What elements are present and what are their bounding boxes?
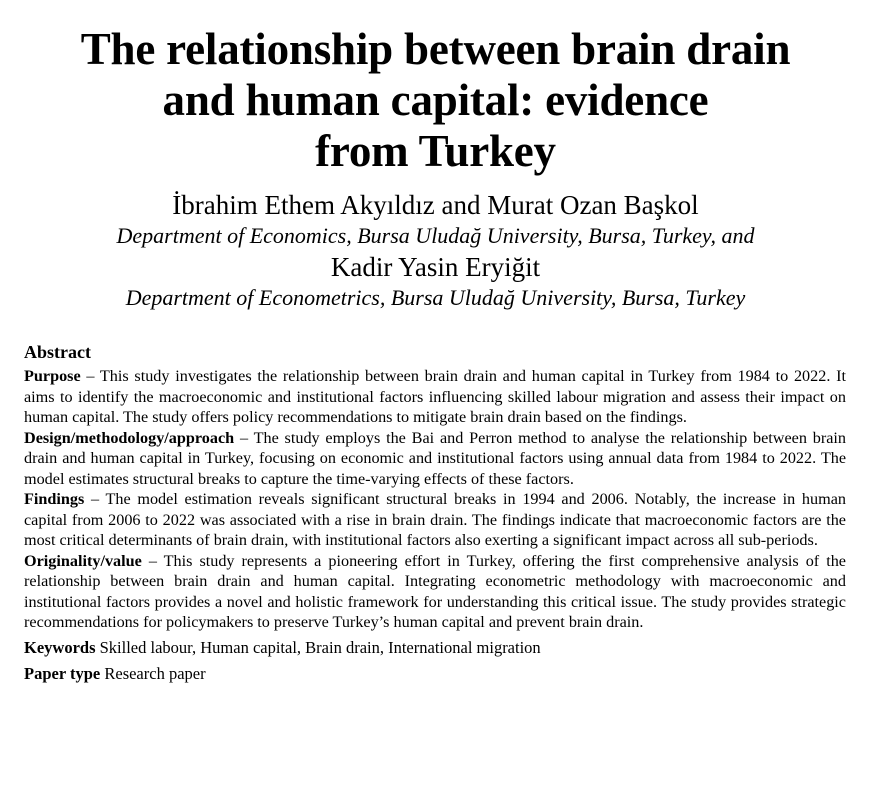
abstract-design [24, 428, 846, 490]
purpose-label: Purpose [24, 367, 81, 385]
author-names-1: İbrahim Ethem Akyıldız and Murat Ozan Başkol [172, 190, 699, 220]
paper-type-label: Paper type [24, 663, 101, 683]
affiliation-1: Department of Economics, Bursa Uludağ University, Bursa, Turkey, and [116, 223, 755, 248]
abstract-heading: Abstract [24, 342, 91, 362]
keywords-line [24, 638, 846, 658]
abstract-originality [24, 551, 846, 633]
paper-type-line [24, 664, 846, 684]
authors-block [0, 189, 871, 313]
abstract-section [24, 340, 846, 684]
design-label: Design/methodology/approach [24, 428, 235, 447]
originality-label: Originality/value [24, 551, 142, 570]
title-line-2: and human capital: evidence [162, 75, 709, 125]
title-line-1: The relationship between brain drain [80, 24, 791, 74]
originality-text: – This study represents a pioneering effort in Turkey, offering the first comprehensive analysis of the relationship between brain drain and human capital. Integrating econometric methodology with macroeconomic and institutional factors provides a novel and holistic framework for understanding this critical issue. The study provides strategic recommendations for policymakers to preserve Turkey’s human capital and prevent brain drain. [24, 551, 846, 631]
paper-type-text: Research paper [100, 663, 206, 683]
findings-text: – The model estimation reveals significant structural breaks in 1994 and 2006. Notably, the increase in human capital from 2006 to 2022 was associated with a rise in brain drain. The findings indicate that macroeconomic factors are the most critical determinants of brain drain, with institutional factors also exerting a significant impact across all sub-periods. [24, 490, 846, 549]
design-text: – The study employs the Bai and Perron method to analyse the relationship between brain drain and human capital in Turkey, focusing on economic and institutional factors using annual data from 1984 to 2022. The model estimates structural breaks to capture the time-varying effects of these factors. [24, 428, 846, 488]
abstract-purpose [24, 366, 846, 428]
abstract-findings [24, 489, 846, 551]
keywords-label: Keywords [24, 637, 96, 657]
title-line-3: from Turkey [315, 126, 556, 176]
affiliation-2: Department of Econometrics, Bursa Uludağ University, Bursa, Turkey [125, 285, 746, 310]
author-names-2: Kadir Yasin Eryiğit [330, 252, 541, 282]
findings-label: Findings [24, 490, 85, 508]
keywords-text: Skilled labour, Human capital, Brain drain, International migration [95, 637, 541, 657]
purpose-text: – This study investigates the relationship between brain drain and human capital in Turkey from 1984 to 2022. It aims to identify the macroeconomic and institutional factors influencing skilled labour migration and assess their impact on human capital. The study offers policy recommendations to mitigate brain drain based on the findings. [24, 367, 846, 426]
paper-title [0, 0, 871, 177]
